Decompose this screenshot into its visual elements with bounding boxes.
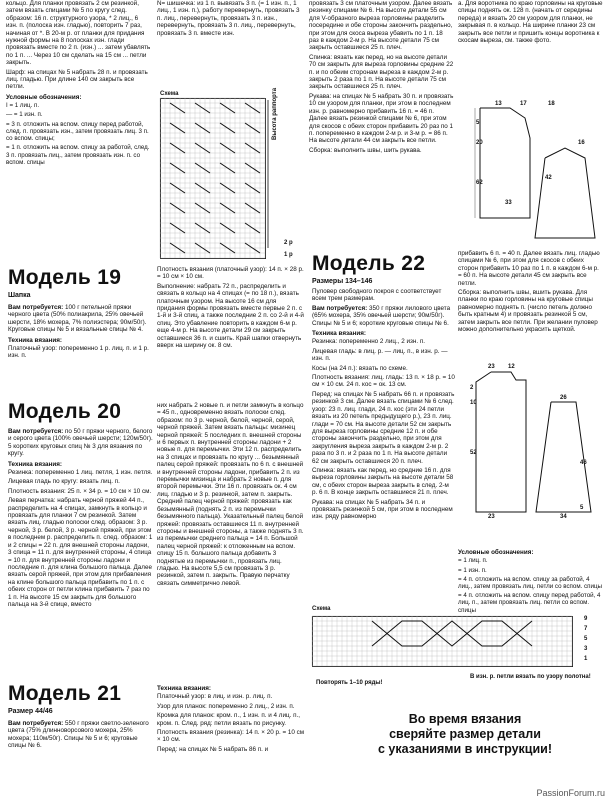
measure-label: 5 <box>476 120 480 126</box>
tech-text: Платочный узор: в лиц. и изн. р. лиц. п. <box>157 693 273 701</box>
legend-item: = 1 изн. п. <box>458 566 487 574</box>
model-21-subtitle: Размер 44/46 <box>8 708 53 715</box>
reminder-banner <box>330 712 600 757</box>
measure-label: 34 <box>560 514 567 520</box>
text-block: Плотность вязания (платочный узор): 14 п. × 28 р. = 10 см × 10 см. <box>157 266 306 281</box>
pattern-1-diagram <box>470 98 600 258</box>
row-label: 3 <box>584 646 588 652</box>
measure-label: 5 <box>580 505 584 511</box>
needs-text: 550 г пряжи светло-зеленого цвета (75% длинноворсового мохера, 25% мохера; 110м/50г). Спицы № 5 и 6; круговые спицы № 6. <box>8 720 151 750</box>
tech-text: Узор для планок: попеременно 2 лиц., 2 изн. п. <box>157 702 295 710</box>
measure-label: 20 <box>476 140 483 146</box>
measure-label: 12 <box>508 364 515 370</box>
model-21-text <box>8 720 153 798</box>
model-22-subtitle: Размеры 134–146 <box>312 278 373 285</box>
measure-label: 23 <box>488 364 495 370</box>
row-label: 9 <box>584 616 588 622</box>
model-19-title: Модель 19 <box>8 266 122 289</box>
model-20-text <box>8 428 153 676</box>
tech-text: Косы (на 24 п.): вязать по схеме. <box>312 364 408 372</box>
model-20-right-text <box>157 402 305 678</box>
needs-heading: Вам потребуется: <box>8 304 64 311</box>
scheme-rapport-label: Высота раппорта <box>272 87 278 140</box>
text-block: а. Для воротника по краю горловины на круговые спицы поднять ок. 128 п. (начать от середины переда) и вязать 20 см узором для планки, не закрывая п. в кольцо. На ширине планки 23 см закрыть все петли и пришить концы воротника к скосам выреза, см. также фото. <box>458 0 605 45</box>
text-block: Сборка: выполнить швы, шить рукава. <box>309 146 422 154</box>
text-block: Сборка: выполнить швы, вшить рукава. Для планки по краю горловины на круговые спицы равномерно поднять п. (число петель должно быть кратным 4) и провязать резинкой 5 см, затем закрыть все петли. При желании пуловер можно дополнительно украсить щеткой. <box>458 289 600 334</box>
column-4-mid <box>458 250 603 360</box>
text-block: Выполнение: набрать 72 п., распределить и связать в кольцо на 4 спицах (= по 18 п.), вязать платочным узором. На высоте 16 см для придания формы провязать вместе первые 2 п. с 1-й и 3-й спиц, а также последние 2 п. со 2-й и 4-й спиц. Это убавление повторить в каждом 6-м р. еще 4-м р. На высоте детали 29 см закрыть оставшиеся 36 п. и сшить. Край шапки отвернуть вверх на ширину ок. 8 см. <box>157 282 306 350</box>
measure-label: 16 <box>578 140 585 146</box>
row-label: 2 р <box>284 240 293 246</box>
text-block: N= шишечка: из 1 п. вывязать 3 п. (= 1 изн. п., 1 лиц., 1 изн. п.), работу перевернуть, провязать 3 п. лиц., перевернуть, провязать 3 п. изн., перевернуть, провязать 3 п. лиц., перевернуть, провязать 3 п. вместе изн. <box>157 0 302 37</box>
text-block: Шарф: на спицах № 5 набрать 28 п. и провязать лиц. гладью. При длине 140 см закрыть все петли. <box>6 68 150 91</box>
measure-label: 46 <box>580 460 587 466</box>
legend-title: Условные обозначения: <box>6 93 82 101</box>
tech-text: Лицевая гладь по кругу: вязать лиц. п. <box>8 478 120 486</box>
column-3-top <box>309 0 454 248</box>
measure-label: 62 <box>476 180 483 186</box>
measure-label: 42 <box>545 175 552 181</box>
legend-2 <box>458 546 603 614</box>
legend-list <box>6 102 151 166</box>
scheme-title: Схема <box>312 606 331 612</box>
column-2-top <box>157 0 305 90</box>
text-block: прибавить 6 п. = 40 п. Далее вязать лиц. гладью спицами № 6, при этом для скосов с обеих сторон прибавить 10 раз по 1 п. в каждом 6-м р. = 60 п. На высоте детали 45 см закрыть все петли. <box>458 250 602 287</box>
column-4-top <box>458 0 603 80</box>
tech-text: Лицевая гладь: в лиц. р. — лиц. п., в изн. р. — изн. п. <box>312 347 450 363</box>
measure-label: 33 <box>505 200 512 206</box>
scheme-2-chart <box>312 616 582 674</box>
text-block: провязать 3 см платочным узором. Далее вязать резинку спицами № 6. На высоте детали 55 см для V-образного выреза горловины разделить посередине и обе стороны закончить раздельно, при этом для скоса выреза убавить по 1 п. 18 раз в каждом 2-м р. На высоте детали 75 см закрыть оставшиеся 25 п. плеч. <box>309 0 455 52</box>
measure-label: 52 <box>470 450 477 456</box>
tech-text: Плотность вязания (резинка): 14 п. × 20 р. = 10 см × 10 см. <box>157 729 306 744</box>
model-19-subtitle: Шапка <box>8 292 31 299</box>
legend-item: = 4 п. отложить на вспом. спицу за работой, 4 лиц., затем провязать лиц. петли со вспом. спицы <box>458 575 602 591</box>
model-19-text <box>8 304 153 396</box>
legend-item: = 1 лиц. п. <box>458 557 488 565</box>
scheme-note: В изн. р. петли вязать по узору полотна! <box>470 674 591 680</box>
legend-item: — = 1 изн. п. <box>6 111 43 119</box>
tech-text: Рукава: на спицах № 5 набрать 34 п. и провязать резинкой 5 см, при этом в последнем изн. ряду равномерно <box>312 498 455 521</box>
intro-text: Пуловер свободного покроя с соответствует всем трем размерам. <box>312 288 444 303</box>
needs-text: 350 г пряжи лилового цвета (65% мохера, 35% овечьей шерсти; 90м/50г). Спицы № 5 и 6; короткие круговые спицы № 6. <box>312 304 452 327</box>
legend-item: = 1 п. отложить на вспом. спицу за работой, след. 3 п. провязать лиц., затем провязать изн. п. со вспом. спицы <box>6 144 152 166</box>
legend-item: = 3 п. отложить на вспом. спицу перед работой, след. п. провязать изн., затем провязать лиц. 3 п. со вспом. спицы; <box>6 120 151 143</box>
measure-label: 23 <box>488 514 495 520</box>
model-20-title: Модель 20 <box>8 400 122 423</box>
needs-text: 100 г петельной пряжи черного цвета (50% полиакрила, 25% овечьей шерсти, 18% мохера, 7% полиэстера; 90м/50г). Круговые спицы № 5 и вязальные спицы № 4. <box>8 304 149 334</box>
needs-heading: Вам потребуется: <box>312 304 368 312</box>
scheme-title: Схема <box>160 91 179 97</box>
legend-item: I = 1 лиц. п. <box>6 102 40 110</box>
tech-text: Спинка: вязать как перед, но средние 16 п. для выреза горловины закрыть на высоте детали 58 см, с обеих сторон выреза закрыть в след. 2-м р. 6 п. В конце закрыть оставшиеся 21 п. плеч. <box>312 466 455 497</box>
tech-heading: Техника вязания: <box>312 330 366 338</box>
repeat-note: Повторять 1–10 ряды! <box>316 680 383 686</box>
text-block: Спинка: вязать как перед, но на высоте детали 70 см закрыть для выреза горловины средние 22 п. и по обеим сторонам выреза в каждом 2-м р. закрыть 2 раза по 1 п. На высоте детали 75 см закрыть оставшиеся 25 п. плеч. <box>309 53 455 91</box>
banner-line: сверяйте размер детали <box>389 727 541 741</box>
legend-item: = 4 п. отложить на вспом. спицу перед работой, 4 лиц. п., затем провязать лиц. петли со вспом. спицы <box>458 592 603 614</box>
scheme-1-chart <box>160 98 300 266</box>
measure-label: 10 <box>470 400 477 406</box>
tech-heading: Техника вязания: <box>8 336 62 344</box>
tech-text: Левая перчатка: набрать черной пряжей 44 п., распределить на 4 спицах, замкнуть в кольцо и провязать для планки 7 см резинкой. Затем вязать лиц. гладью полоски след. образом: 3 р. черной, 3 р. белой, 3 р. черной пряжей, при этом в последнем р. распределить п. след. образом: 1 и 2 спицы = 22 п. для внешней стороны ладони, 3 спица = 11 п. для внутренней стороны, 4 спица = 10 п. для внутренней стороны ладони и последние п. для клина большого пальца. Далее вязать серой пряжей, при этом для прибавления на клине большого пальца прибавить по 1 п. с обеих сторон от петли клина прибавить 7 раз по 1 п. На высоте 15 см закрыть для большого пальца на 3-й спице, вместо <box>8 497 155 608</box>
needs-text: по 50 г пряжи черного, белого и серого цвета (100% овечьей шерсти; 120м/50г). 5 коротких круговых спиц № 3 для вязания по кругу. <box>8 428 155 458</box>
row-label: 7 <box>584 626 588 632</box>
measure-label: 2 <box>470 385 474 391</box>
tech-text: Перед: на спицах № 5 набрать 66 п. и провязать резинкой 3 см. Далее вязать спицами № 6 след. узор: 23 п. лиц. глади, 24 п. кос (эти 24 петли вязать из 20 петель предыдущего р.), 23 п. лиц. глади = 70 см. На высоте детали 52 см закрыть для выреза горловины средние 12 п. и обе стороны закончить раздельно, при этом для закругления выреза закрыть в каждом 2-м р. 2 раза по 3 п. и 2 раза по 1 п. На высоте детали 62 см закрыть оставшиеся 20 п. плеч. <box>312 390 457 465</box>
tech-heading: Техника вязания: <box>8 460 62 468</box>
needs-heading: Вам потребуется: <box>8 428 64 435</box>
measure-label: 13 <box>495 101 502 107</box>
measure-label: 26 <box>560 395 567 401</box>
text-block: кольцо. Для планки провязать 2 см резинкой, затем вязать спицами № 5 по кругу след. образом: 16 п. структурного узора, * 2 лиц., 6 изн. п. (полоска изн. гладью), повторить 7 раз, начиная от *. В 20-м р. от планки для придания нужной формы на 8 полосках изн. глади провязать вместе по 2 п. (изн.) ... затем убавлять по 1 п. ... Через 10 см сделать на 15 см ... петли закрыть. <box>6 0 153 67</box>
row-label: 1 р <box>284 252 293 258</box>
legend-title: Условные обозначения: <box>458 549 534 556</box>
text-block: них набрать 2 новые п. и петли замкнуть в кольцо = 45 п., одновременно вязать полоски след. образом: по 3 р. черной, белой, черной, серой, черной пряжей. Затем вязать пальцы: мизинец черной пряжей: 5 последних п. внешней стороны и 6 первых п. внутренней стороны ладони + 2 новые п. для перемычки. Эти 12 п. распределить на 3 спицах и провязать по кругу ... безымянный палец серой пряжей: провязать по 6 п. с внешней и внутренней стороны ладони, прибавить 2 п. из перемычки мизинца и набрать 2 новые п. для второй перемычки. Эти 16 п. провязать ок. 4 см лиц. гладью и 3 р. резинкой, затем п. закрыть. Средний палец черной пряжей: провязать как безымянный (поднять 2 п. из перемычки безымянного пальца). Указательный палец белой пряжей: провязать оставшиеся 11 п. внутренней стороны и внешней стороны, а также поднять 3 п. из перемычки среднего пальца = 14 п. Большой палец черной пряжей: к отложенным на вспом. спицу 15 п. большого пальца добавить 3 поднятые из перемычки п., провязать лиц. гладью. На высоте 5,5 см провязать 3 р. резинкой, затем п. закрыть. Правую перчатку связать симметрично левой. <box>157 402 306 587</box>
model-19-right-text <box>157 266 305 396</box>
tech-text: Резинка: попеременно 1 лиц. петля, 1 изн. петля. <box>8 469 153 477</box>
model-22-title: Модель 22 <box>312 252 426 275</box>
measure-label: 17 <box>520 101 527 107</box>
model-21-right-text <box>157 682 305 798</box>
model-22-text <box>312 288 455 600</box>
tech-text: Платочный узор: попеременно 1 р. лиц. п. и 1 р. изн. п. <box>8 345 151 360</box>
tech-text: Резинка: попеременно 2 лиц., 2 изн. п. <box>312 338 426 346</box>
tech-text: Кромка для планок: кром. п., 1 изн. п. и 4 лиц. п., кром. п. След. ряд: петли вязать по рисунку. <box>157 712 302 727</box>
tech-text: Плотность вязания: лиц. гладь: 13 п. × 18 р. = 10 см × 10 см. 24 п. кос = ок. 13 см. <box>312 374 457 389</box>
tech-text: Перед: на спицах № 5 набрать 86 п. и <box>157 745 269 753</box>
model-21-title: Модель 21 <box>8 682 122 705</box>
banner-line: Во время вязания <box>408 712 522 726</box>
banner-line: с указаниями в инструкции! <box>377 742 553 756</box>
tech-heading: Техника вязания: <box>157 685 211 692</box>
text-block: Рукава: на спицах № 5 набрать 30 п. и провязать 10 см узором для планки, при этом в последнем изн. р. равномерно прибавить 16 п. = 46 п. Далее вязать резинкой спицами № 6, при этом для скосов с обеих сторон прибавить 20 раз по 1 п. попеременно в каждом 2-м р. и 3-м р. = 86 п. На высоте детали 44 см закрыть все петли. <box>309 92 456 145</box>
measure-label: 18 <box>548 101 555 107</box>
tech-text: Плотность вязания: 25 п. × 34 р. = 10 см × 10 см. <box>8 487 152 495</box>
watermark: PassionForum.ru <box>536 788 605 798</box>
row-label: 1 <box>584 656 588 662</box>
needs-heading: Вам потребуется: <box>8 720 64 727</box>
row-label: 5 <box>584 636 588 642</box>
